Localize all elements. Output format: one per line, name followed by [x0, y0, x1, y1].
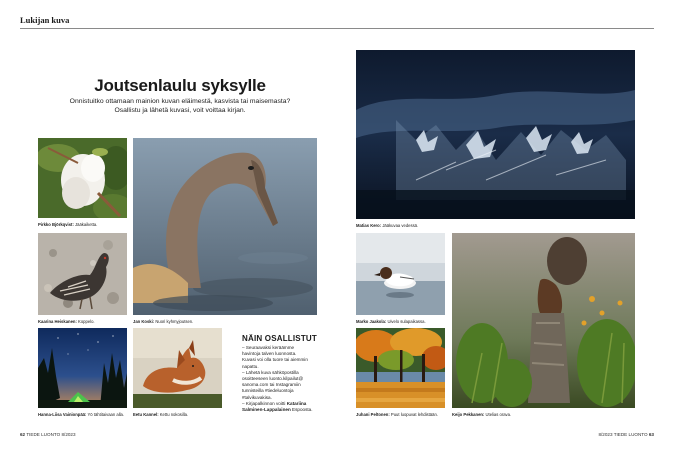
footer-left-page: 62	[20, 432, 26, 437]
info-line-1: – Seuraavaksi keräämme	[242, 345, 295, 350]
info-line-2: havintoja talven luonnosta.	[242, 351, 297, 357]
info-line-10: – Kirjapalkinnon voitti	[242, 400, 286, 406]
caption-squirrel-text: Utelias orava.	[485, 412, 512, 417]
article-intro-line-2: Osallistu ja lähetä kuvasi, voit voittaa kirjan.	[114, 107, 246, 114]
header-rule	[20, 28, 654, 29]
caption-duck-text: Uivelo sulapaikassa.	[387, 319, 426, 324]
caption-bird	[38, 319, 95, 324]
caption-flower-name: Pirkko Björkqvist:	[38, 222, 74, 227]
info-title: NÄIN OSALLISTUT	[242, 334, 317, 343]
caption-duck-name: Marko Jaakola:	[356, 319, 387, 324]
caption-squirrel	[452, 412, 511, 417]
section-title: Lukijan kuva	[20, 15, 70, 25]
info-line-9: #talvikuvakisa.	[242, 394, 272, 400]
footer-right-issue: 8/2023	[598, 432, 613, 437]
caption-ice-name: Matias Kero:	[356, 223, 382, 228]
info-winner-place: Espoosta.	[290, 407, 313, 413]
caption-duck	[356, 319, 426, 324]
photo-bird	[38, 233, 127, 315]
caption-flower	[38, 222, 97, 227]
photo-tent	[38, 328, 127, 408]
info-line-7: sanoma.com tai Instagramiin	[242, 382, 301, 388]
photo-fox	[133, 328, 222, 408]
footer-right-mag: TIEDE LUONTO	[613, 432, 648, 437]
footer-left	[20, 432, 76, 437]
footer-right-page: 63	[648, 432, 654, 437]
caption-swan	[133, 319, 193, 324]
photo-swan	[133, 138, 317, 315]
caption-fox	[133, 412, 188, 417]
caption-ice-text: Jääkuvaa vedessä.	[382, 223, 419, 228]
article-headline: Joutsenlaulu syksylle	[94, 76, 266, 95]
caption-autumn-text: Puut luopuvat lehdistään.	[390, 412, 438, 417]
photo-flower	[38, 138, 127, 218]
caption-autumn	[356, 412, 438, 417]
caption-fox-name: Eetu Kannel:	[133, 412, 159, 417]
photo-squirrel	[452, 233, 635, 408]
info-line-5: – Lähetä kuva sähköpostilla	[242, 369, 299, 375]
caption-tent	[38, 412, 124, 417]
caption-tent-text: Yö tähtitaivaan alla.	[87, 412, 125, 417]
info-line-3: Kuvasi voi olla tuore tai aiemmin	[242, 357, 308, 363]
article-intro-line-1: Onnistuitko ottamaan mainion kuvan eläimestä, kasvista tai maisemasta?	[69, 98, 291, 105]
info-line-6: osoitteeseen luonto.kilpailut@	[242, 376, 304, 382]
caption-bird-text: Koppelo.	[78, 319, 95, 324]
photo-autumn	[356, 328, 445, 408]
caption-squirrel-name: Keijo Pekkanen:	[452, 412, 485, 417]
info-line-8: tunnisteilla #tiedeluontoja	[242, 388, 294, 394]
caption-ice	[356, 223, 418, 228]
info-line-4: napattu.	[242, 363, 259, 369]
footer-left-issue: 8/2023	[61, 432, 76, 437]
caption-swan-text: Nuori kyhmyjoutsen.	[155, 319, 194, 324]
footer-left-mag: TIEDE LUONTO	[26, 432, 61, 437]
info-text	[242, 345, 320, 413]
caption-bird-name: Kaarina Heiskanen:	[38, 319, 77, 324]
caption-tent-name: Hanna-Liisa Vainionpää:	[38, 412, 87, 417]
caption-flower-text: Jääkaiketta.	[75, 222, 98, 227]
caption-swan-name: Jan Koski:	[133, 319, 155, 324]
info-winner: Katariina	[286, 400, 307, 406]
info-winner-2: Salminen-Lappalainen	[242, 407, 291, 413]
photo-duck	[356, 233, 445, 315]
footer-right	[598, 432, 654, 437]
caption-autumn-name: Juhani Peltonen:	[356, 412, 390, 417]
caption-fox-text: Kettu nokosilla.	[159, 412, 189, 417]
article-intro	[40, 97, 320, 115]
photo-ice	[356, 50, 635, 219]
